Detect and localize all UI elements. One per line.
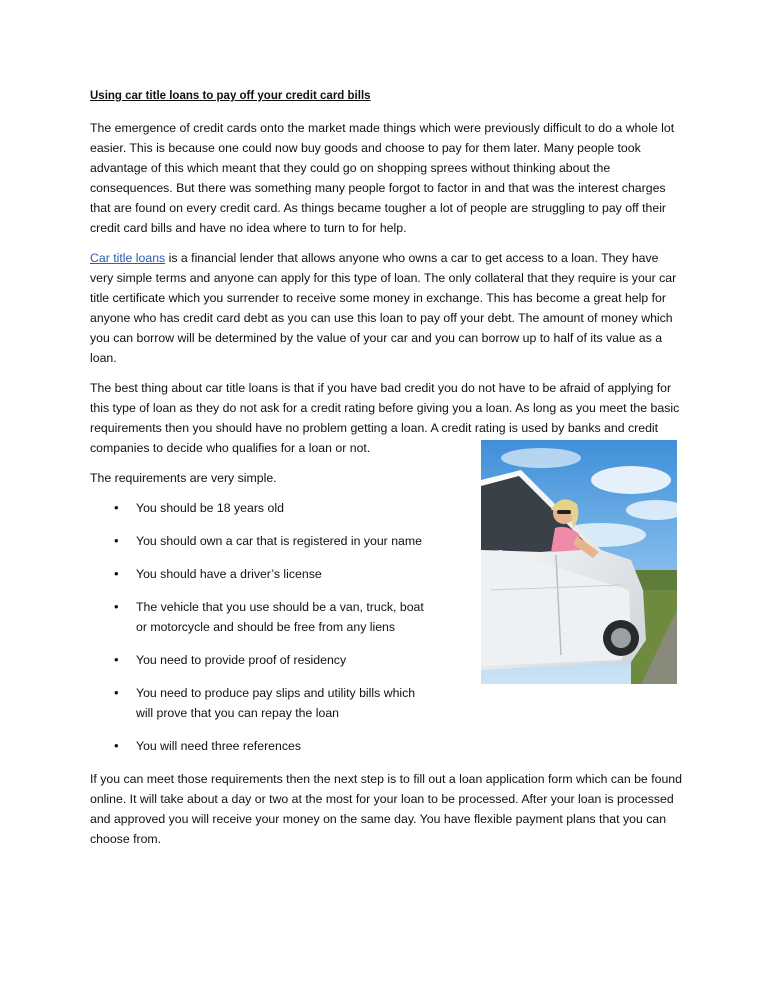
car-title-loans-link[interactable]: Car title loans: [90, 251, 166, 265]
paragraph-car-title-loans-text: is a financial lender that allows anyone who owns a car to get access to a loan. They have very simple terms and anyone can apply for this type of loan. The only collateral that they require is your car title certificate which you surrender to receive some money in exchange. This has become a great help for anyone who has credit card debt as you can use this loan to pay off your debt. The amount of money which you can borrow will be determined by the value of your car and you can borrow up to half of its value as a loan.: [90, 251, 677, 365]
paragraph-bad-credit: The best thing about car title loans is that if you have bad credit you do not have to be afraid of applying for this type of loan as they do not ask for a credit rating before giving you a loan. As long as you meet the basic requirements then you should have no problem getting a loan. A credit rating is used by banks and credit companies to decide who qualifies for a loan or not.: [90, 381, 680, 455]
car-photo: [481, 440, 677, 684]
list-item: • You need to produce pay slips and utility bills which will prove that you can repay the loan: [114, 685, 416, 720]
document-title: Using car title loans to pay off your credit card bills: [90, 90, 371, 102]
list-item: • You should be 18 years old: [90, 498, 435, 518]
paragraph-next-steps: If you can meet those requirements then the next step is to fill out a loan application form which can be found online. It will take about a day or two at the most for your loan to be processed. After your loan is processed and approved you will receive your money on the same day. You have flexible payment plans that you can choose from.: [90, 772, 682, 846]
paragraph-car-title-loans: [90, 248, 682, 368]
bullet-icon: •: [114, 533, 119, 548]
bullet-icon: •: [114, 500, 119, 515]
paragraph-intro: The emergence of credit cards onto the market made things which were previously difficult to do a whole lot easier. This is because one could now buy goods and choose to pay for them later. Many people took advantage of this which meant that they could go on shopping sprees without thinking about the consequences. But there was something many people forgot to factor in and that was the interest charges that are found on every credit card. As things became tougher a lot of people are struggling to pay off their credit card bills and have no idea where to turn to for help.: [90, 121, 675, 235]
list-item: • You will need three references: [90, 736, 435, 756]
list-item: • You should own a car that is registered in your name: [90, 531, 435, 551]
bullet-icon: •: [114, 652, 119, 667]
bullet-icon: •: [114, 566, 119, 581]
requirements-list: [90, 498, 435, 756]
list-item: • You need to provide proof of residency: [90, 650, 435, 670]
bullet-icon: •: [114, 599, 119, 614]
list-item: • You should have a driver’s license: [90, 564, 435, 584]
requirements-intro: The requirements are very simple.: [90, 471, 277, 485]
list-item: • The vehicle that you use should be a van, truck, boat or motorcycle and should be free from any liens: [114, 599, 424, 634]
bullet-icon: •: [114, 738, 119, 753]
bullet-icon: •: [114, 685, 119, 700]
